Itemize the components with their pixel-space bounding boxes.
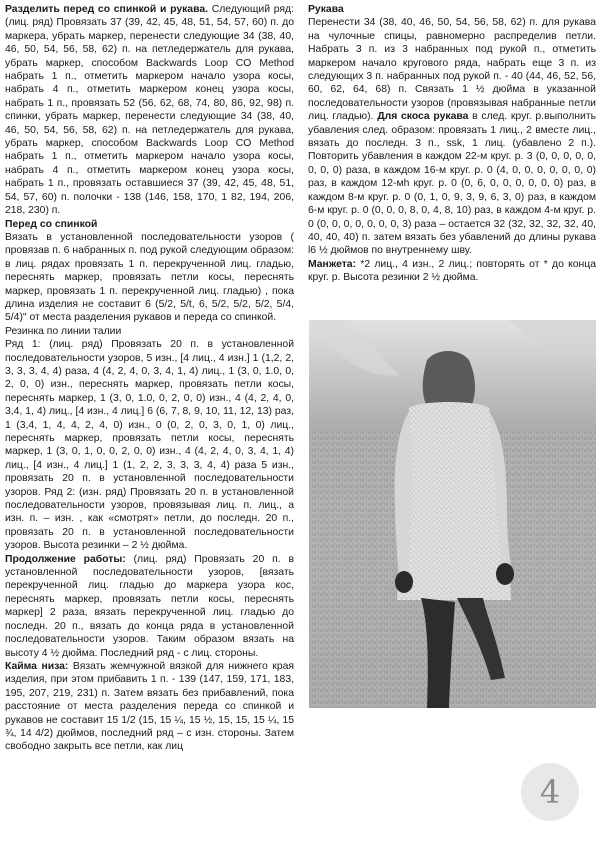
section-text: *2 лиц., 4 изн., 2 лиц.; повторять от * до конца круг. р. Высота резинки 2 ½ дюйма. [308, 258, 596, 284]
section-sleeves-text [308, 16, 596, 257]
section-text: Следующий ряд: (лиц. ряд) Провязать 37 (39, 42, 45, 48, 51, 54, 57, 60) п. до маркера, убрать маркер, перенести следующие 34 (38, 40, 46, 50, 54, 56, 58, 62) п. на петледержатель для рукава, убрать маркер, способом Backwards Loop CO Method набрать 1 п., отметить маркером начало узора косы, набрать 4 п., отметить маркером конец узора косы, набрать 1 п., провязать 52 (56, 62, 68, 74, 80, 86, 92, 98) п. спинки, убрать маркер, перенести следующие 34 (38, 40, 46, 50, 54, 56, 58, 62) п. на петледержатель для рукава, убрать маркер, способом Backwards Loop CO Method набрать 1 п., отметить маркером начало узора косы, набрать 4 п., отметить маркером конец узора косы, набрать 1 п., провязать оставшиеся 37 (39, 42, 45, 48, 51, 54, 57, 60) п. полочки - 138 (146, 158, 170, 1 82, 194, 206, 218, 230) п. [5, 4, 295, 217]
section-divide [5, 3, 294, 218]
model-photo-illustration [309, 320, 596, 708]
section-text: в след. круг. р.выполнить убавления след. образом: провязать 1 лиц., 2 вместе лиц., вязать до последн. 3 п., ssk, 1 лиц. (убавлено 2 п.). Повторить убавления в каждом 22-м круг. р. 3 (0, 0, 0, 0, 0, 0, 0, 0) раза, в каждом 16-м круг. р. 0 (4, 0, 0, 0, 0, 0, 0, 0) раз, в каждом 12-мh круг. р. 0 (0, 6, 0, 0, 0, 0, 0, 0) раз, в каждом 8-м круг. р. 0 (0, 1, 0, 9, 3, 9, 6, 3, 0) раз, в каждом 6-м круг. р. 0 (0, 0, 0, 8, 0, 4, 8, 10) раз, в каждом 4-м круг. р. 0 (0, 0, 0, 0, 0, 0, 0, 3) раза – остается 32 (32, 32, 32, 32, 40, 40, 40, 40) п. затем вязать без убавлений до длины рукава l6 ½ дюймов по внутреннему шву. [308, 111, 597, 257]
section-text: Перенести 34 (38, 40, 46, 50, 54, 56, 58, 62) п. для рукава на чулочные спицы, равномерно распределив петли. Набрать 3 п. из 3 набранных под рукой п., отметить маркером начало кругового ряда, набрать еще 3 п. из следующих 3 п. набранных под рукой п. - 40 (44, 46, 52, 56, 60, 62, 64, 68) п. Связать 1 ½ дюйма в указанной последовательности узоров (провязывая набранные петли лиц. гладью). [308, 17, 596, 123]
section-title: Продолжение работы: [5, 553, 126, 565]
page-number: 4 [521, 763, 579, 821]
section-hem [5, 660, 294, 754]
model-photo [309, 320, 596, 708]
section-title: Перед со спинкой [5, 218, 98, 230]
section-title: Для скоса рукава [377, 111, 469, 123]
section-body-text: Вязать в установленной последовательности узоров ( провязав п. 6 набранных п. под рукой следующим образом: в лиц. рядах провязать 1 п. перекрученной лиц. гладью, переснять маркер, провязать петли косы, переснять маркер, провязать 1 п. перекрученной лиц. гладью) , пока длина изделия не составит 6 (5/2, 5/t, 6, 5/2, 5/2, 5/2, 5/4, 5/4)" от места разделения рукавов и переда со спинкой. [5, 231, 294, 324]
section-title: Разделить перед со спинкой и рукава. [5, 4, 208, 15]
section-cuff [308, 258, 596, 285]
section-title: Манжета: [308, 258, 357, 270]
section-sleeves-title [308, 3, 596, 16]
section-text: (лиц. ряд) Провязать 20 п. в установленной последовательности узоров, [вязать перекрученной лиц. гладью до маркера узора кос, переснять маркер, провязать петли косы, переснять маркер] 2 раза, вязать перекрученной лиц. гладью до последн. 20 п., вязать до конца ряда в установленной последовательности узоров. Таким образом вязать на высоту 4 ½ дюйма. Последний ряд - с лиц. стороны. [5, 553, 294, 659]
section-waist-text: Ряд 1: (лиц. ряд) Провязать 20 п. в установленной последовательности узоров, 5 изн., [4 лиц., 4 изн.] 1 (1,2, 2, 3, 3, 3, 4, 4) раза, 4 (4, 2, 4, 0, 3, 4, 1, 4) лиц., 1 (3, 0, 1.0, 0, 2, 0, 0) изн., переснять маркер, провязать петли косы, переснять маркер, 1 (3, 0, 1.0, 0, 2, 0, 0) изн., 4 (4, 2, 4, 0, 3,4, 1, 4) лиц., [4 изн., 4 лиц.] 6 (6, 7, 8, 9, 10, 11, 12, 13) раз, 1 (3,4, 1, 4, 4, 2, 4, 0) изн., 0 (0, 2, 0, 3, 0, 1, 0) лиц., переснять маркер, провязать петли косы, переснять маркер, 1 (3, 0, 1, 0, 0, 2, 0, 0) изн., 4 (4, 2, 4, 0, 3, 4, 1, 4) лиц., [4 изн., 4 лиц.] 1 (1, 2, 2, 3, 3, 3, 4, 4) раза 5 изн., провязать 20 п. в установленной последовательности узоров. Ряд 2: (изн. ряд) Провязать 20 п. в установленной последовательности узоров, провязывая лиц. п. лиц., а изн. п. – изн. , как «смотрят» петли, до последн. 20 п., провязать 20 п. в установленной последовательности узоров. Высота резинки – 2 ½ дюйма. [5, 339, 294, 552]
section-text: Вязать жемчужной вязкой для нижнего края изделия, при этом прибавить 1 п. - 139 (147, 159, 171, 183, 195, 207, 219, 231) п. Затем вязать без прибавлений, пока расстояние от места разделения переда со спинкой и рукавов не составит 15 1/2 (15, 15 ¼, 15 ½, 15, 15, 15 ¼, 15 ¾, 14 4/2) дюймов, последний ряд – с изн. стороны. Затем свободно закрыть все петли, как лиц [5, 660, 294, 753]
section-body-title [5, 218, 294, 231]
right-column [308, 3, 596, 285]
section-title: Рукава [308, 4, 344, 15]
section-waist-title: Резинка по линии талии [5, 325, 122, 337]
left-column [5, 3, 294, 754]
section-title: Кайма низа: [5, 660, 69, 672]
section-continue [5, 553, 294, 660]
